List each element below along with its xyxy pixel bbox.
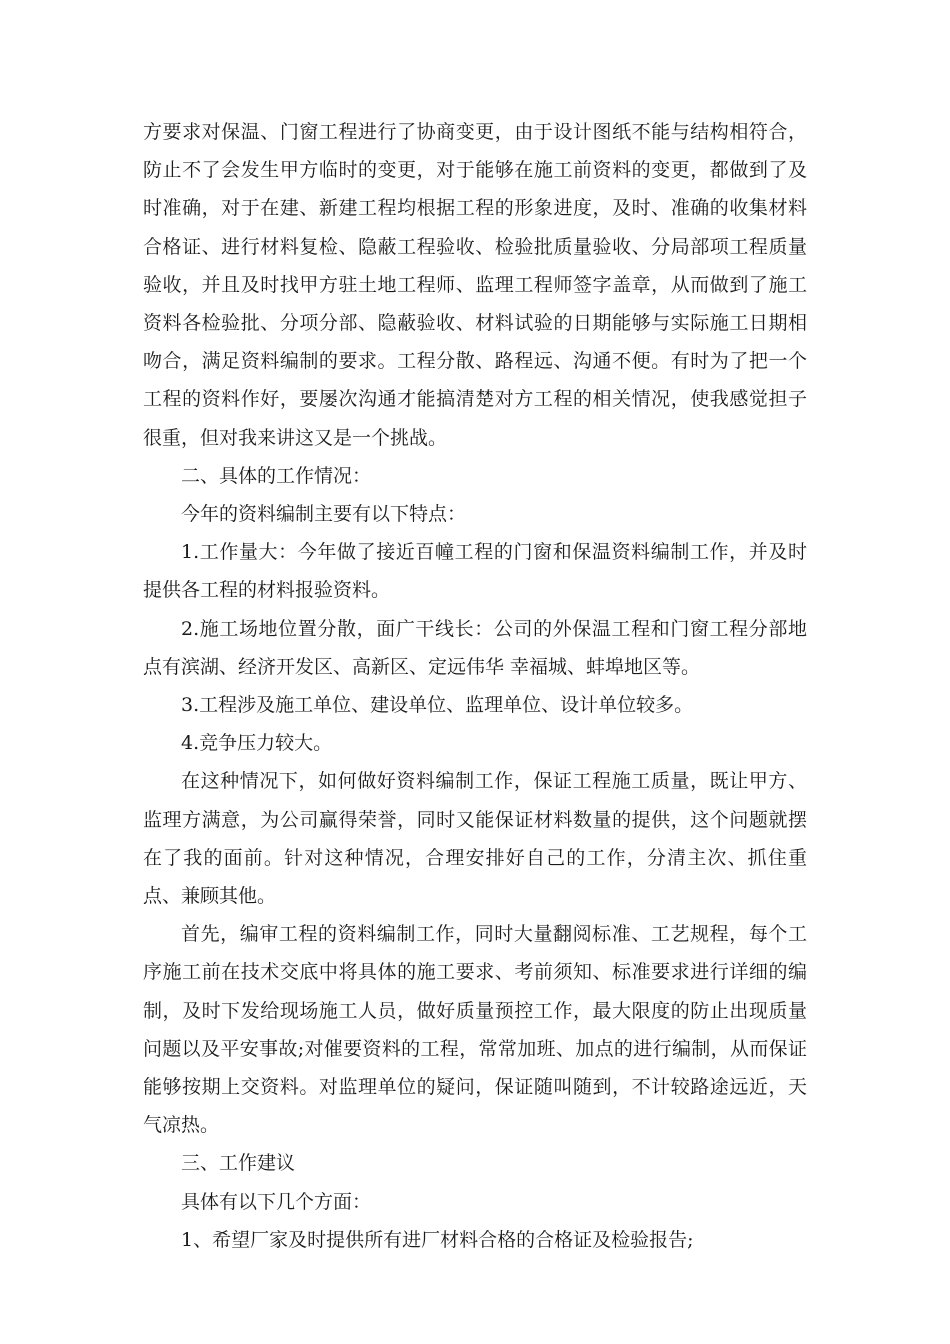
section-heading-work-situation: 二、具体的工作情况：	[181, 464, 372, 487]
paragraph-situation: 在这种情况下，如何做好资料编制工作，保证工程施工质量，既让甲方、监理方满意，为公司赢得荣誉，同时又能保证材料数量的提供，这个问题就摆在了我的面前。针对这种情况，合理安排好自己的工作，分清主次、抓住重点、兼顾其他。	[143, 770, 807, 908]
list-item-many-units: 3.工程涉及施工单位、建设单位、监理单位、设计单位较多。	[181, 694, 694, 717]
list-item-suggestion-1: 1、希望厂家及时提供所有进厂材料合格的合格证及检验报告;	[181, 1228, 694, 1251]
section-heading-suggestions: 三、工作建议	[181, 1152, 296, 1175]
list-item-competition: 4.竞争压力较大。	[181, 732, 333, 755]
paragraph-suggestions-intro: 具体有以下几个方面：	[181, 1190, 372, 1213]
document-body	[143, 113, 807, 1259]
paragraph-first: 首先，编审工程的资料编制工作，同时大量翻阅标准、工艺规程，每个工序施工前在技术交底中将具体的施工要求、考前须知、标准要求进行详细的编制，及时下发给现场施工人员，做好质量预控工作，最大限度的防止出现质量问题以及平安事故;对催要资料的工程，常常加班、加点的进行编制，从而保证能够按期上交资料。对监理单位的疑问，保证随叫随到，不计较路途远近，天气凉热。	[143, 923, 807, 1137]
paragraph-continuation: 方要求对保温、门窗工程进行了协商变更，由于设计图纸不能与结构相符合，防止不了会发生甲方临时的变更，对于能够在施工前资料的变更，都做到了及时准确，对于在建、新建工程均根据工程的形象进度，及时、准确的收集材料合格证、进行材料复检、隐蔽工程验收、检验批质量验收、分局部项工程质量验收，并且及时找甲方驻土地工程师、监理工程师签字盖章，从而做到了施工资料各检验批、分项分部、隐蔽验收、材料试验的日期能够与实际施工日期相吻合，满足资料编制的要求。工程分散、路程远、沟通不便。有时为了把一个工程的资料作好，要屡次沟通才能搞清楚对方工程的相关情况，使我感觉担子很重，但对我来讲这又是一个挑战。	[143, 121, 807, 449]
paragraph-features-intro: 今年的资料编制主要有以下特点：	[181, 503, 467, 526]
list-item-dispersed-sites: 2.施工场地位置分散，面广干线长：公司的外保温工程和门窗工程分部地点有滨湖、经济开发区、高新区、定远伟华 幸福城、蚌埠地区等。	[143, 617, 807, 678]
list-item-workload: 1.工作量大：今年做了接近百幢工程的门窗和保温资料编制工作，并及时提供各工程的材料报验资料。	[143, 541, 807, 602]
